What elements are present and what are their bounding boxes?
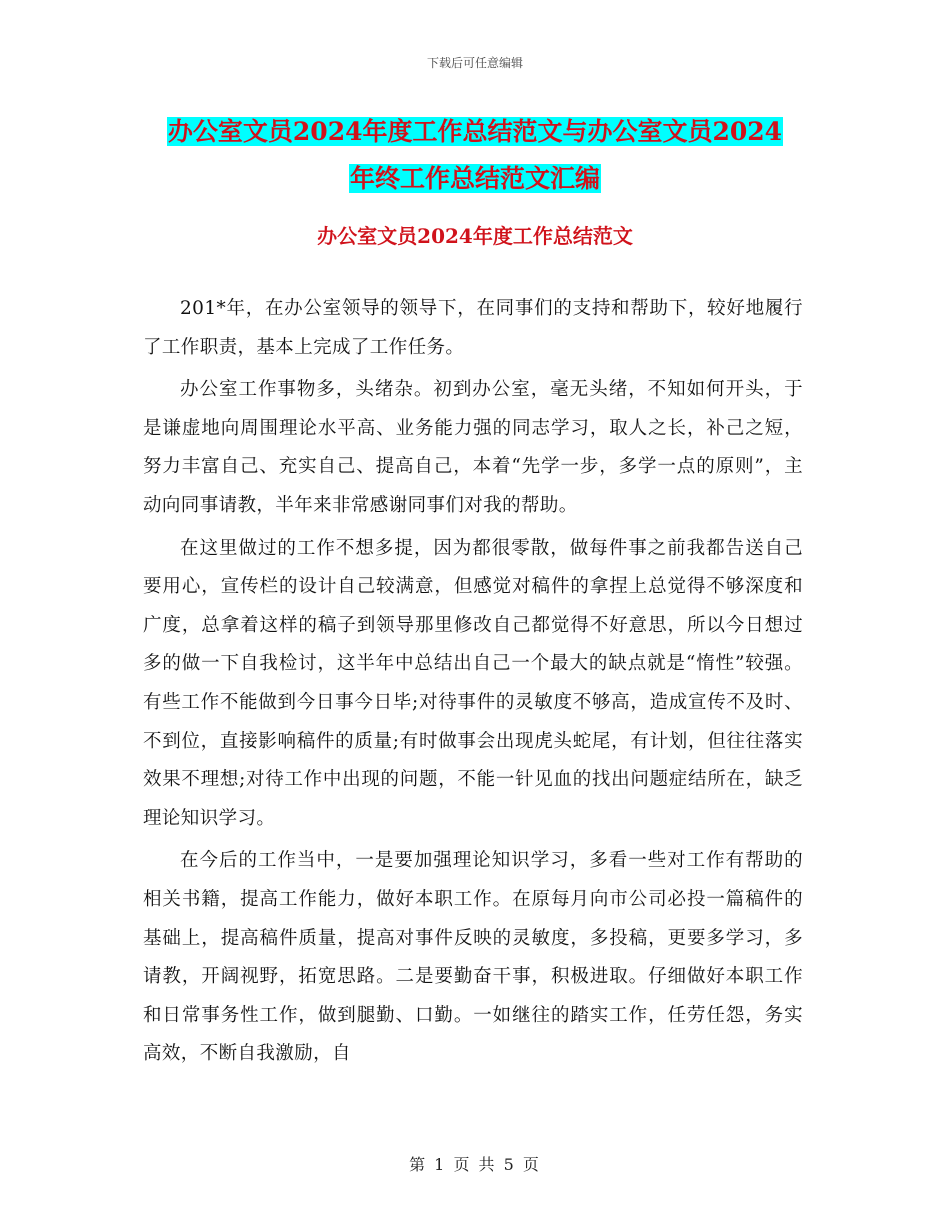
document-title [0,108,950,202]
header-note: 下载后可任意编辑 [426,56,523,70]
paragraph-2: 办公室工作事物多，头绪杂。初到办公室，毫无头绪，不知如何开头，于是谦虚地向周围理论水平高、业务能力强的同志学习，取人之长，补己之短，努力丰富自己、充实自己、提高自己，本着“先学一步，多学一点的原则”，主动向同事请教，半年来非常感谢同事们对我的帮助。 [143,379,803,516]
document-title-line-2: 年终工作总结范文汇编 [349,164,600,193]
section-title: 办公室文员2024年度工作总结范文 [317,224,633,248]
paragraph-4: 在今后的工作当中，一是要加强理论知识学习，多看一些对工作有帮助的相关书籍，提高工作能力，做好本职工作。在原每月向市公司必投一篇稿件的基础上，提高稿件质量，提高对事件反映的灵敏度，多投稿，更要多学习，多请教，开阔视野，拓宽思路。二是要勤奋干事，积极进取。仔细做好本职工作和日常事务性工作，做到腿勤、口勤。一如继往的踏实工作，任劳任怨，务实高效，不断自我激励，自 [143,850,803,1065]
paragraph-1: 201*年，在办公室领导的领导下，在同事们的支持和帮助下，较好地履行了工作职责，基本上完成了工作任务。 [143,298,803,358]
paragraph-3: 在这里做过的工作不想多提，因为都很零散，做每件事之前我都告送自己要用心，宣传栏的设计自己较满意，但感觉对稿件的拿捏上总觉得不够深度和广度，总拿着这样的稿子到领导那里修改自己都觉得不好意思，所以今日想过多的做一下自我检讨，这半年中总结出自己一个最大的缺点就是“惰性”较强。有些工作不能做到今日事今日毕;对待事件的灵敏度不够高，造成宣传不及时、不到位，直接影响稿件的质量;有时做事会出现虎头蛇尾，有计划，但往往落实效果不理想;对待工作中出现的问题，不能一针见血的找出问题症结所在，缺乏理论知识学习。 [143,537,803,829]
page-footer: 第 1 页 共 5 页 [409,1155,541,1174]
body-text [143,290,803,1078]
document-title-line-1: 办公室文员2024年度工作总结范文与办公室文员2024 [167,117,783,146]
